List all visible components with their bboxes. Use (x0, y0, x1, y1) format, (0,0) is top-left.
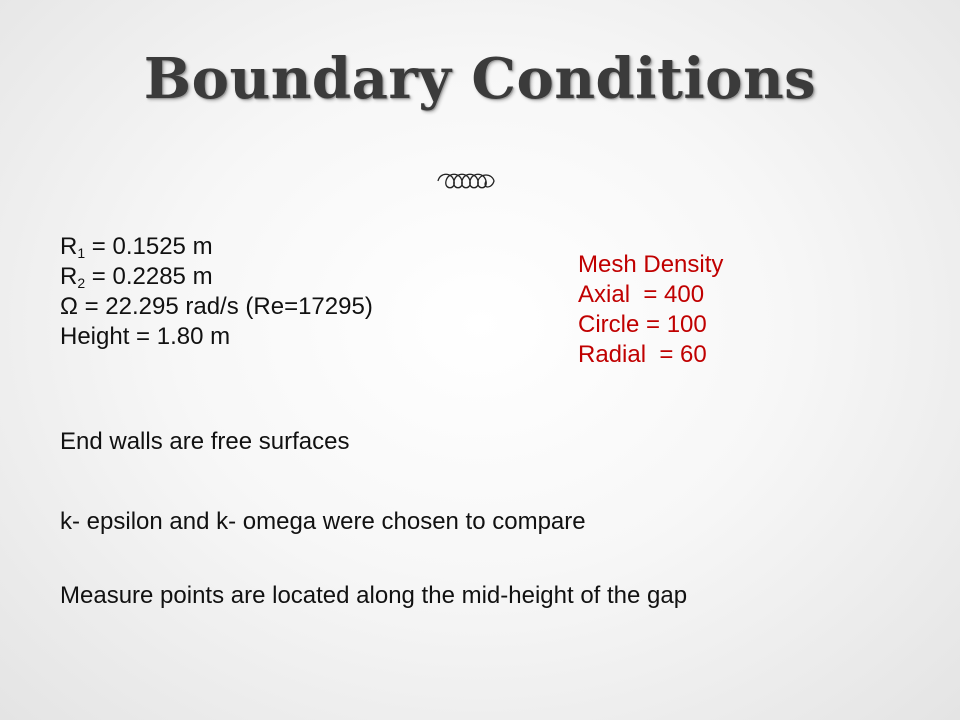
height-line: Height = 1.80 m (60, 323, 231, 350)
angular-velocity-line: Ω = 22.295 rad/s (Re=17295) (60, 293, 373, 320)
measure-points-note: Measure points are located along the mid-height of the gap (60, 582, 688, 609)
r1-symbol: R (60, 233, 78, 260)
mesh-circle: Circle = 100 (578, 311, 707, 338)
r2-subscript: 2 (77, 275, 86, 291)
r1-value: = 0.1525 m (85, 233, 213, 260)
mesh-density-block (578, 250, 723, 370)
r1-subscript: 1 (77, 245, 86, 261)
mesh-axial: Axial = 400 (578, 281, 705, 308)
parameters-block (60, 232, 373, 352)
turbulence-models-note: k- epsilon and k- omega were chosen to compare (60, 508, 586, 535)
mesh-radial: Radial = 60 (578, 341, 707, 368)
slide-title: Boundary Conditions (143, 46, 817, 112)
radius-2-line (60, 262, 373, 292)
r2-symbol: R (60, 263, 78, 290)
radius-1-line (60, 232, 373, 262)
end-walls-note: End walls are free surfaces (60, 428, 350, 455)
mesh-density-heading: Mesh Density (578, 251, 724, 278)
scroll-flourish-icon (360, 168, 564, 194)
r2-value: = 0.2285 m (85, 263, 213, 290)
